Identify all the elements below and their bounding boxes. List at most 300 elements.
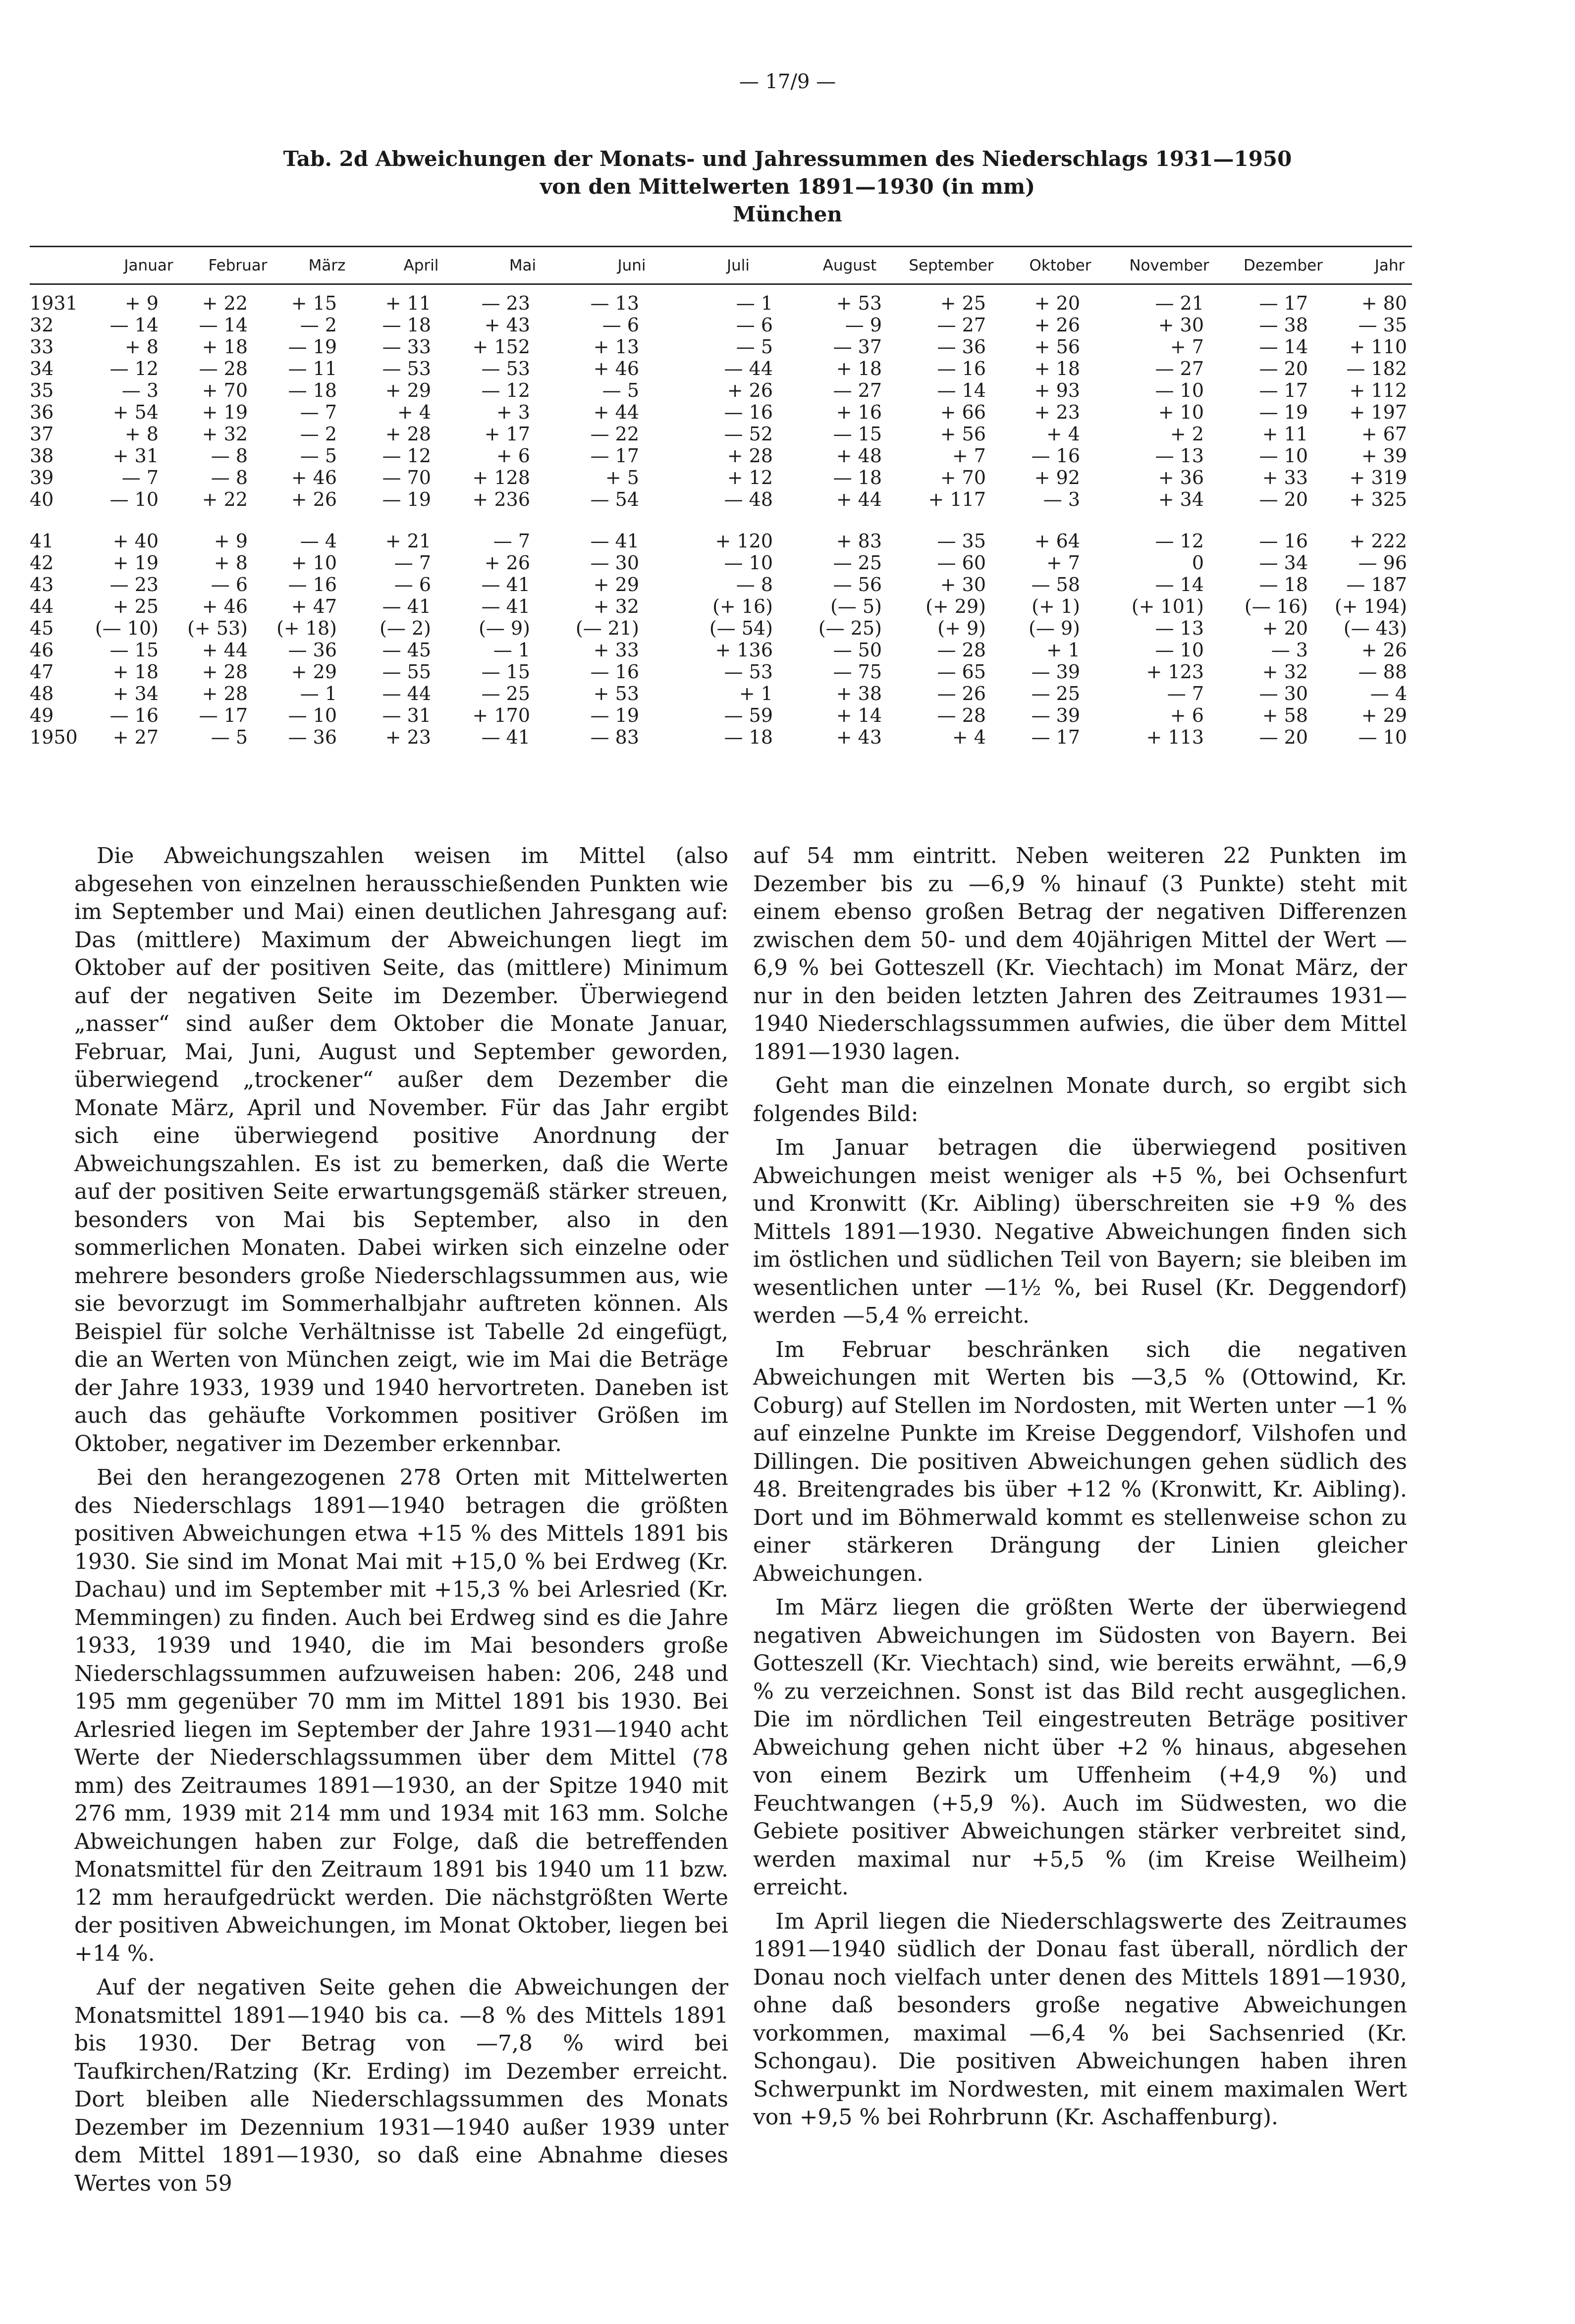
- table-cell: — 10: [1358, 726, 1407, 748]
- table-cell: — 53: [382, 358, 431, 379]
- row-year: 43: [30, 574, 54, 595]
- table-cell: — 18: [833, 467, 882, 488]
- table-cell: — 13: [1155, 617, 1204, 639]
- table-cell: — 6: [736, 314, 773, 336]
- table-cell: — 44: [382, 683, 431, 704]
- table-cell: + 39: [1361, 445, 1407, 467]
- table-cell: + 26: [1034, 314, 1080, 336]
- table-cell: (— 9): [479, 617, 530, 639]
- table-cell: — 14: [199, 314, 248, 336]
- table-cell: — 18: [288, 379, 337, 401]
- table-cell: — 10: [1155, 379, 1204, 401]
- table-cell: — 20: [1259, 726, 1308, 748]
- table-cell: — 1: [736, 292, 773, 314]
- row-year: 46: [30, 639, 54, 661]
- table-cell: + 19: [202, 401, 248, 423]
- table-cell: + 70: [202, 379, 248, 401]
- table-cell: — 4: [300, 530, 337, 552]
- table-cell: + 197: [1349, 401, 1407, 423]
- table-cell: + 67: [1361, 423, 1407, 445]
- row-year: 1931: [30, 292, 78, 314]
- table-cell: — 41: [590, 530, 639, 552]
- table-cell: — 18: [382, 314, 431, 336]
- table-cell: + 8: [214, 552, 248, 574]
- table-cell: — 15: [109, 639, 159, 661]
- column-header: November: [1129, 257, 1209, 274]
- deviation-table: [30, 292, 1412, 748]
- table-cell: — 75: [833, 661, 882, 683]
- table-cell: — 17: [1259, 292, 1308, 314]
- table-header-rule: [30, 283, 1412, 285]
- table-cell: + 26: [1361, 639, 1407, 661]
- table-cell: (+ 16): [712, 595, 773, 617]
- table-cell: — 7: [493, 530, 530, 552]
- table-cell: — 58: [1031, 574, 1080, 595]
- table-cell: + 32: [1262, 661, 1308, 683]
- table-cell: (+ 9): [937, 617, 986, 639]
- table-cell: + 44: [202, 639, 248, 661]
- table-cell: + 9: [214, 530, 248, 552]
- table-cell: + 8: [124, 336, 159, 358]
- table-cell: — 27: [833, 379, 882, 401]
- row-year: 32: [30, 314, 54, 336]
- row-year: 33: [30, 336, 54, 358]
- table-cell: + 44: [593, 401, 639, 423]
- table-cell: + 26: [291, 488, 337, 510]
- table-cell: — 53: [481, 358, 530, 379]
- table-cell: + 22: [202, 292, 248, 314]
- column-header: Jahr: [1374, 257, 1405, 274]
- table-row: [30, 314, 1412, 336]
- table-cell: + 40: [112, 530, 159, 552]
- table-cell: — 16: [1259, 530, 1308, 552]
- table-cell: — 27: [1155, 358, 1204, 379]
- table-row: [30, 467, 1412, 488]
- table-cell: (— 43): [1343, 617, 1407, 639]
- table-cell: + 29: [291, 661, 337, 683]
- table-row: [30, 595, 1412, 617]
- table-cell: + 236: [472, 488, 530, 510]
- table-cell: + 4: [952, 726, 986, 748]
- table-row: [30, 488, 1412, 510]
- table-cell: — 38: [1259, 314, 1308, 336]
- table-cell: — 14: [1155, 574, 1204, 595]
- table-cell: + 53: [836, 292, 882, 314]
- table-row: [30, 401, 1412, 423]
- table-cell: — 7: [394, 552, 431, 574]
- table-cell: — 6: [211, 574, 248, 595]
- table-cell: + 44: [836, 488, 882, 510]
- table-cell: + 66: [940, 401, 986, 423]
- table-cell: + 54: [112, 401, 159, 423]
- row-year: 44: [30, 595, 54, 617]
- table-cell: — 19: [382, 488, 431, 510]
- row-year: 34: [30, 358, 54, 379]
- table-cell: — 88: [1358, 661, 1407, 683]
- table-cell: — 3: [1043, 488, 1080, 510]
- table-cell: + 64: [1034, 530, 1080, 552]
- table-cell: — 16: [288, 574, 337, 595]
- table-cell: — 14: [1259, 336, 1308, 358]
- table-cell: — 5: [736, 336, 773, 358]
- table-cell: — 27: [937, 314, 986, 336]
- row-year: 1950: [30, 726, 78, 748]
- table-cell: + 16: [836, 401, 882, 423]
- table-cell: + 325: [1349, 488, 1407, 510]
- table-cell: + 18: [202, 336, 248, 358]
- table-cell: — 8: [736, 574, 773, 595]
- table-cell: + 28: [202, 683, 248, 704]
- table-cell: — 7: [1167, 683, 1204, 704]
- row-year: 49: [30, 704, 54, 726]
- table-cell: — 39: [1031, 661, 1080, 683]
- table-cell: — 12: [1155, 530, 1204, 552]
- table-cell: — 17: [1259, 379, 1308, 401]
- page-number: — 17/9 —: [739, 70, 836, 93]
- table-cell: (— 54): [709, 617, 773, 639]
- table-cell: — 41: [382, 595, 431, 617]
- table-cell: + 56: [940, 423, 986, 445]
- table-cell: — 10: [288, 704, 337, 726]
- table-cell: + 29: [385, 379, 431, 401]
- table-cell: (— 5): [830, 595, 882, 617]
- table-cell: — 10: [1259, 445, 1308, 467]
- table-cell: — 56: [833, 574, 882, 595]
- table-cell: + 30: [940, 574, 986, 595]
- column-header: Juli: [726, 257, 750, 274]
- table-row: [30, 445, 1412, 467]
- table-cell: — 19: [288, 336, 337, 358]
- table-row: [30, 617, 1412, 639]
- table-cell: — 34: [1259, 552, 1308, 574]
- table-cell: + 18: [836, 358, 882, 379]
- column-header: Juni: [617, 257, 646, 274]
- row-year: 42: [30, 552, 54, 574]
- table-cell: (+ 18): [276, 617, 337, 639]
- table-cell: — 44: [724, 358, 773, 379]
- table-cell: 0: [1192, 552, 1204, 574]
- table-cell: — 23: [109, 574, 159, 595]
- table-cell: + 43: [836, 726, 882, 748]
- table-cell: + 53: [593, 683, 639, 704]
- table-cell: — 3: [1271, 639, 1308, 661]
- table-cell: — 59: [724, 704, 773, 726]
- table-cell: — 41: [481, 574, 530, 595]
- table-row: [30, 358, 1412, 379]
- table-cell: — 7: [300, 401, 337, 423]
- table-cell: — 31: [382, 704, 431, 726]
- table-cell: — 14: [109, 314, 159, 336]
- table-cell: + 170: [472, 704, 530, 726]
- table-cell: — 96: [1358, 552, 1407, 574]
- table-cell: — 25: [1031, 683, 1080, 704]
- table-cell: + 30: [1158, 314, 1204, 336]
- table-cell: + 112: [1349, 379, 1407, 401]
- table-cell: + 10: [291, 552, 337, 574]
- table-cell: — 83: [590, 726, 639, 748]
- row-year: 41: [30, 530, 54, 552]
- table-cell: + 10: [1158, 401, 1204, 423]
- table-cell: + 20: [1262, 617, 1308, 639]
- table-cell: + 93: [1034, 379, 1080, 401]
- table-cell: + 48: [836, 445, 882, 467]
- table-cell: + 6: [496, 445, 530, 467]
- table-cell: + 136: [715, 639, 773, 661]
- table-title: Tab. 2d Abweichungen der Monats- und Jahressummen des Niederschlags 1931—1950: [283, 147, 1292, 171]
- table-cell: + 33: [593, 639, 639, 661]
- table-cell: — 65: [937, 661, 986, 683]
- table-cell: — 52: [724, 423, 773, 445]
- table-cell: — 12: [481, 379, 530, 401]
- table-cell: + 4: [397, 401, 431, 423]
- table-cell: — 16: [724, 401, 773, 423]
- column-header: Dezember: [1244, 257, 1323, 274]
- column-header: September: [909, 257, 994, 274]
- text-column-right: [753, 842, 1407, 2138]
- table-cell: + 70: [940, 467, 986, 488]
- table-cell: — 37: [833, 336, 882, 358]
- paragraph: auf 54 mm eintritt. Neben weiteren 22 Punkten im Dezember bis zu —6,9 % hinauf (3 Punkte) steht mit einem ebenso großen Betrag der negativen Differenzen zwischen dem 50- und dem 40jährigen Mittel der Wert —6,9 % bei Gotteszell (Kr. Viechtach) im Monat März, der nur in den beiden letzten Jahren des Zeitraumes 1931—1940 Niederschlagssummen aufwies, die über dem Mittel 1891—1930 lagen.: [753, 843, 1407, 1065]
- paragraph: Im Januar betragen die überwiegend positiven Abweichungen meist weniger als +5 %, bei Ochsenfurt und Kronwitt (Kr. Aibling) überschreiten sie +9 % des Mittels 1891—1930. Negative Abweichungen finden sich im östlichen und südlichen Teil von Bayern; sie bleiben im wesentlichen unter —1½ %, bei Rusel (Kr. Deggendorf) werden —5,4 % erreicht.: [753, 1135, 1407, 1328]
- column-header: Oktober: [1029, 257, 1091, 274]
- table-cell: — 8: [211, 445, 248, 467]
- paragraph: Im April liegen die Niederschlagswerte des Zeitraumes 1891—1940 südlich der Donau fast überall, nördlich der Donau noch vielfach unter denen des Mittels 1891—1930, ohne daß besonders große negative Abweichungen vorkommen, maximal —6,4 % bei Sachsenried (Kr. Schongau). Die positiven Abweichungen haben ihren Schwerpunkt im Nordwesten, mit einem maximalen Wert von +9,5 % bei Rohrbrunn (Kr. Aschaffenburg).: [753, 1908, 1407, 2130]
- table-cell: — 11: [288, 358, 337, 379]
- table-cell: (+ 29): [925, 595, 986, 617]
- table-cell: + 28: [202, 661, 248, 683]
- table-cell: — 187: [1346, 574, 1407, 595]
- table-cell: — 5: [211, 726, 248, 748]
- table-cell: — 2: [300, 314, 337, 336]
- table-cell: — 70: [382, 467, 431, 488]
- column-header: April: [403, 257, 439, 274]
- table-cell: — 28: [937, 704, 986, 726]
- table-cell: + 47: [291, 595, 337, 617]
- table-cell: + 46: [202, 595, 248, 617]
- table-cell: + 36: [1158, 467, 1204, 488]
- table-cell: — 14: [937, 379, 986, 401]
- table-row: [30, 379, 1412, 401]
- table-row: [30, 726, 1412, 748]
- table-cell: + 26: [484, 552, 530, 574]
- table-cell: + 120: [715, 530, 773, 552]
- table-cell: — 17: [590, 445, 639, 467]
- row-year: 39: [30, 467, 54, 488]
- table-cell: + 58: [1262, 704, 1308, 726]
- table-row: [30, 661, 1412, 683]
- table-cell: + 26: [727, 379, 773, 401]
- column-header: Januar: [124, 257, 173, 274]
- table-cell: — 13: [1155, 445, 1204, 467]
- table-cell: — 10: [109, 488, 159, 510]
- table-cell: — 3: [121, 379, 159, 401]
- table-cell: + 8: [124, 423, 159, 445]
- table-cell: — 182: [1346, 358, 1407, 379]
- table-row: [30, 683, 1412, 704]
- table-subtitle: von den Mittelwerten 1891—1930 (in mm): [540, 174, 1035, 199]
- table-cell: + 110: [1349, 336, 1407, 358]
- table-cell: — 5: [602, 379, 639, 401]
- table-cell: — 16: [590, 661, 639, 683]
- table-cell: — 13: [590, 292, 639, 314]
- table-cell: + 32: [593, 595, 639, 617]
- row-year: 35: [30, 379, 54, 401]
- table-cell: + 19: [112, 552, 159, 574]
- row-year: 38: [30, 445, 54, 467]
- table-cell: — 36: [288, 726, 337, 748]
- table-cell: + 28: [385, 423, 431, 445]
- table-cell: + 152: [472, 336, 530, 358]
- table-cell: — 12: [109, 358, 159, 379]
- table-row: [30, 336, 1412, 358]
- table-cell: — 30: [590, 552, 639, 574]
- table-cell: (+ 53): [187, 617, 248, 639]
- table-cell: — 20: [1259, 488, 1308, 510]
- table-cell: — 6: [394, 574, 431, 595]
- table-cell: + 32: [202, 423, 248, 445]
- column-header: August: [822, 257, 877, 274]
- table-cell: — 39: [1031, 704, 1080, 726]
- table-row: [30, 639, 1412, 661]
- table-cell: — 16: [1031, 445, 1080, 467]
- table-cell: — 17: [199, 704, 248, 726]
- table-cell: — 35: [937, 530, 986, 552]
- table-cell: + 23: [385, 726, 431, 748]
- table-cell: — 54: [590, 488, 639, 510]
- column-header: Februar: [208, 257, 268, 274]
- table-row: [30, 704, 1412, 726]
- table-cell: — 25: [833, 552, 882, 574]
- table-cell: + 11: [1262, 423, 1308, 445]
- table-cell: — 12: [382, 445, 431, 467]
- table-cell: + 28: [727, 445, 773, 467]
- table-cell: + 38: [836, 683, 882, 704]
- table-cell: + 25: [112, 595, 159, 617]
- table-cell: + 11: [385, 292, 431, 314]
- row-year: 36: [30, 401, 54, 423]
- table-cell: + 15: [291, 292, 337, 314]
- table-cell: (— 9): [1029, 617, 1080, 639]
- table-cell: — 1: [493, 639, 530, 661]
- paragraph: Die Abweichungszahlen weisen im Mittel (also abgesehen von einzelnen herausschießenden Punkten wie im September und Mai) einen deutlichen Jahresgang auf: Das (mittlere) Maximum der Abweichungen liegt im Oktober auf der positiven Seite, das (mittlere) Minimum auf der negativen Seite im Dezember. Überwiegend „nasser“ sind außer dem Oktober die Monate Januar, Februar, Mai, Juni, August und September geworden, überwiegend „trockener“ außer dem Dezember die Monate März, April und November. Für das Jahr ergibt sich eine überwiegend positive Anordnung der Abweichungszahlen. Es ist zu bemerken, daß die Werte auf der positiven Seite erwartungsgemäß stärker streuen, besonders von Mai bis September, also in den sommerlichen Monaten. Dabei wirken sich einzelne oder mehrere besonders große Niederschlagssummen aus, wie sie bevorzugt im Sommerhalbjahr auftreten können. Als Beispiel für solche Verhältnisse ist Tabelle 2d eingefügt, die an Werten von München zeigt, wie im Mai die Beträge der Jahre 1933, 1939 und 1940 hervortreten. Daneben ist auch das gehäufte Vorkommen positiver Größen im Oktober, negativer im Dezember erkennbar.: [74, 843, 728, 1457]
- table-cell: + 4: [1046, 423, 1080, 445]
- table-cell: — 41: [481, 726, 530, 748]
- table-cell: + 46: [593, 358, 639, 379]
- table-cell: (+ 194): [1334, 595, 1407, 617]
- table-cell: + 319: [1349, 467, 1407, 488]
- row-year: 45: [30, 617, 54, 639]
- table-cell: — 35: [1358, 314, 1407, 336]
- paragraph: Im März liegen die größten Werte der überwiegend negativen Abweichungen im Südosten von Bayern. Bei Gotteszell (Kr. Viechtach) sind, wie bereits erwähnt, —6,9 % zu verzeichnen. Sonst ist das Bild recht ausgeglichen. Die im nördlichen Teil eingestreuten Beträge positiver Abweichung gehen nicht über +2 % hinaus, abgesehen von einem Bezirk um Uffenheim (+4,9 %) und Feuchtwangen (+5,9 %). Auch im Südwesten, wo die Gebiete positiver Abweichungen stärker verbreitet sind, werden maximal nur +5,5 % (im Kreise Weilheim) erreicht.: [753, 1595, 1407, 1900]
- table-cell: + 14: [836, 704, 882, 726]
- table-cell: (— 10): [95, 617, 159, 639]
- table-cell: — 19: [590, 704, 639, 726]
- table-cell: — 15: [833, 423, 882, 445]
- table-cell: + 46: [291, 467, 337, 488]
- table-cell: — 22: [590, 423, 639, 445]
- table-cell: — 15: [481, 661, 530, 683]
- table-cell: — 16: [937, 358, 986, 379]
- table-cell: — 41: [481, 595, 530, 617]
- table-cell: + 92: [1034, 467, 1080, 488]
- table-cell: + 21: [385, 530, 431, 552]
- table-cell: — 33: [382, 336, 431, 358]
- table-row: [30, 552, 1412, 574]
- table-cell: — 5: [300, 445, 337, 467]
- table-cell: — 18: [1259, 574, 1308, 595]
- table-cell: — 25: [481, 683, 530, 704]
- row-year: 48: [30, 683, 54, 704]
- paragraph: Auf der negativen Seite gehen die Abweichungen der Monatsmittel 1891—1940 bis ca. —8 % des Mittels 1891 bis 1930. Der Betrag von —7,8 % wird bei Taufkirchen/Ratzing (Kr. Erding) im Dezember erreicht. Dort bleiben alle Niederschlagssummen des Monats Dezember im Dezennium 1931—1940 außer 1939 unter dem Mittel 1891—1930, so daß eine Abnahme dieses Wertes von 59: [74, 1975, 728, 2196]
- paragraph: Im Februar beschränken sich die negativen Abweichungen mit Werten bis —3,5 % (Ottowind, Kr. Coburg) auf Stellen im Nordosten, mit Werten unter —1 % auf einzelne Punkte im Kreise Deggendorf, Vilshofen und Dillingen. Die positiven Abweichungen gehen südlich des 48. Breitengrades bis über +12 % (Kronwitt, Kr. Aibling). Dort und im Böhmerwald kommt es stellenweise schon zu einer stärkeren Drängung der Linien gleicher Abweichungen.: [753, 1337, 1407, 1586]
- table-cell: + 123: [1146, 661, 1204, 683]
- table-cell: (— 21): [575, 617, 639, 639]
- row-year: 47: [30, 661, 54, 683]
- table-cell: + 128: [472, 467, 530, 488]
- table-cell: — 21: [1155, 292, 1204, 314]
- table-cell: + 17: [484, 423, 530, 445]
- table-cell: + 13: [593, 336, 639, 358]
- table-cell: + 22: [202, 488, 248, 510]
- table-row: [30, 574, 1412, 595]
- table-cell: + 18: [1034, 358, 1080, 379]
- paragraph: Bei den herangezogenen 278 Orten mit Mittelwerten des Niederschlags 1891—1940 betragen die größten positiven Abweichungen etwa +15 % des Mittels 1891 bis 1930. Sie sind im Monat Mai mit +15,0 % bei Erdweg (Kr. Dachau) und im September mit +15,3 % bei Arlesried (Kr. Memmingen) zu finden. Auch bei Erdweg sind es die Jahre 1933, 1939 und 1940, die im Mai besonders große Niederschlagssummen aufzuweisen haben: 206, 248 und 195 mm gegenüber 70 mm im Mittel 1891 bis 1930. Bei Arlesried liegen im September der Jahre 1931—1940 acht Werte der Niederschlagssummen über dem Mittel (78 mm) des Zeitraumes 1891—1930, an der Spitze 1940 mit 276 mm, 1939 mit 214 mm und 1934 mit 163 mm. Solche Abweichungen haben zur Folge, daß die betreffenden Monatsmittel für den Zeitraum 1891 bis 1940 um 11 bzw. 12 mm heraufgedrückt werden. Die nächstgrößten Werte der positiven Abweichungen, im Monat Oktober, liegen bei +14 %.: [74, 1465, 728, 1966]
- table-cell: — 16: [109, 704, 159, 726]
- table-cell: (+ 1): [1032, 595, 1080, 617]
- table-cell: + 9: [124, 292, 159, 314]
- table-station: München: [733, 202, 842, 226]
- column-header: Mai: [509, 257, 537, 274]
- table-cell: + 23: [1034, 401, 1080, 423]
- table-cell: + 117: [928, 488, 986, 510]
- table-cell: + 2: [1170, 423, 1204, 445]
- table-cell: + 12: [727, 467, 773, 488]
- table-cell: — 26: [937, 683, 986, 704]
- table-cell: + 31: [112, 445, 159, 467]
- table-top-rule: [30, 246, 1412, 247]
- table-cell: + 7: [1046, 552, 1080, 574]
- table-cell: — 55: [382, 661, 431, 683]
- table-cell: + 1: [1046, 639, 1080, 661]
- table-cell: (+ 101): [1131, 595, 1204, 617]
- table-row: [30, 423, 1412, 445]
- table-cell: + 1: [739, 683, 773, 704]
- table-cell: + 34: [112, 683, 159, 704]
- table-cell: + 7: [1170, 336, 1204, 358]
- table-cell: + 20: [1034, 292, 1080, 314]
- table-cell: — 50: [833, 639, 882, 661]
- table-cell: + 29: [593, 574, 639, 595]
- table-cell: + 56: [1034, 336, 1080, 358]
- table-cell: — 10: [1155, 639, 1204, 661]
- row-year: 37: [30, 423, 54, 445]
- table-cell: — 9: [845, 314, 882, 336]
- table-cell: — 20: [1259, 358, 1308, 379]
- table-cell: — 10: [724, 552, 773, 574]
- table-row: [30, 292, 1412, 314]
- table-cell: — 36: [288, 639, 337, 661]
- table-cell: — 4: [1370, 683, 1407, 704]
- table-cell: — 30: [1259, 683, 1308, 704]
- table-cell: + 3: [496, 401, 530, 423]
- table-cell: — 7: [121, 467, 159, 488]
- table-cell: + 29: [1361, 704, 1407, 726]
- table-cell: + 222: [1349, 530, 1407, 552]
- table-cell: + 80: [1361, 292, 1407, 314]
- table-cell: + 33: [1262, 467, 1308, 488]
- row-year: 40: [30, 488, 54, 510]
- table-cell: (— 25): [818, 617, 882, 639]
